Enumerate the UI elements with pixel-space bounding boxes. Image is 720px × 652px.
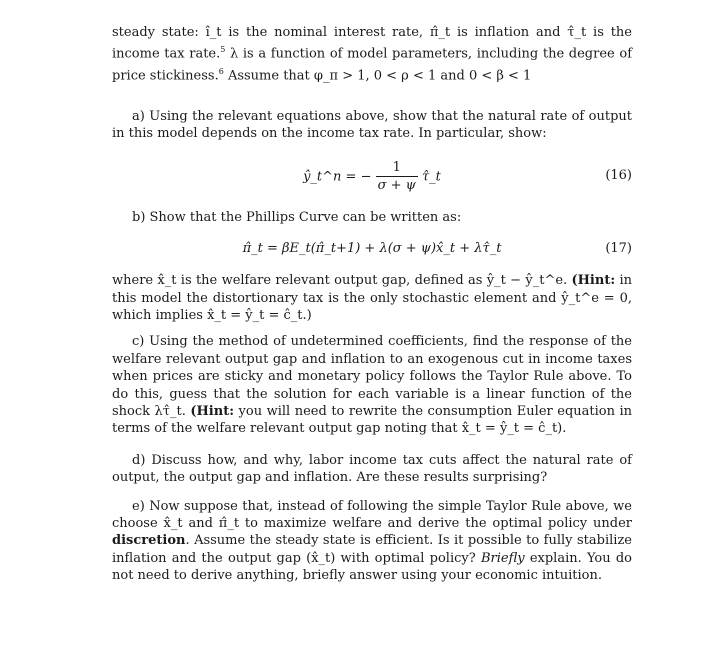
hint-text-b: in this model the distortionary tax is the only stochastic element and ŷ_t^e = 0, which implies x̂_t = ŷ_t = ĉ_t.) [112, 273, 632, 323]
intro-line-3: Assume that φ_π > 1, 0 < ρ < 1 and 0 < β < 1 [227, 68, 532, 84]
part-c-text [112, 333, 632, 437]
where-text: where x̂_t is the welfare relevant output gap, defined as ŷ_t − ŷ_t^e. [112, 273, 568, 289]
intro-paragraph [112, 24, 632, 85]
eq17-number: (17) [605, 241, 632, 257]
eq16-number: (16) [605, 167, 632, 183]
part-e-text [112, 498, 632, 585]
eq17-body: π̂_t = βE_t(π̂_t+1) + λ(σ + ψ)x̂_t + λτ̂_t [242, 241, 502, 257]
part-c-body: c) Using the method of undetermined coefficients, find the response of the welfare relevant output gap and inflation to an exogenous cut in income taxes when prices are sticky and monetary policy follows the Taylor Rule above. To do this, guess that the solution for each variable is a linear function of the shock λτ̂_t. [112, 334, 632, 419]
eq16-lhs: ŷ_t^n = − [303, 169, 372, 185]
hint-label-c: (Hint: [190, 403, 235, 419]
equation-16 [112, 157, 632, 197]
intro-line-1: steady state: î_t is the nominal interest rate, π̂_t is inflation and τ̂_t is the income tax rate. [112, 25, 632, 62]
eq16-numerator: 1 [376, 159, 418, 177]
eq16-denominator: σ + ψ [377, 178, 416, 194]
part-d-text: d) Discuss how, and why, labor income tax cuts affect the natural rate of output, the output gap and inflation. Are these results surprising? [112, 452, 632, 486]
part-e-bold-word: discretion [112, 533, 186, 549]
part-e-body-3: explain. You do not need to derive anything, briefly answer using your economic intuition. [112, 550, 632, 584]
part-e-body-1: e) Now suppose that, instead of following the simple Taylor Rule above, we choose x̂_t and π̂_t to maximize welfare and derive the optimal policy under [112, 498, 632, 531]
problem-page [112, 24, 632, 585]
hint-text-c: you will need to rewrite the consumption Euler equation in terms of the welfare relevant output gap noting that x̂_t = ŷ_t = ĉ_t). [112, 403, 633, 437]
eq16-rhs: τ̂_t [421, 169, 441, 185]
hint-label-b: (Hint: [571, 273, 616, 289]
part-a-text: a) Using the relevant equations above, show that the natural rate of output in this model depends on the income tax rate. In particular, show: [112, 108, 632, 142]
footnote-6[interactable]: 6 [218, 67, 224, 77]
footnote-5[interactable]: 5 [220, 45, 226, 55]
eq16-fraction [376, 159, 418, 195]
intro-line-2: λ is a function of model parameters, including the degree of price stickiness. [112, 46, 632, 84]
part-e-italic-word: Briefly [480, 550, 525, 566]
equation-17 [112, 234, 632, 264]
part-b-text: b) Show that the Phillips Curve can be written as: [132, 209, 462, 225]
part-b-where [112, 272, 632, 324]
part-e-body-2: . Assume the steady state is efficient. Is it possible to fully stabilize inflation and the output gap (x̂_t) with optimal policy? [112, 533, 632, 566]
